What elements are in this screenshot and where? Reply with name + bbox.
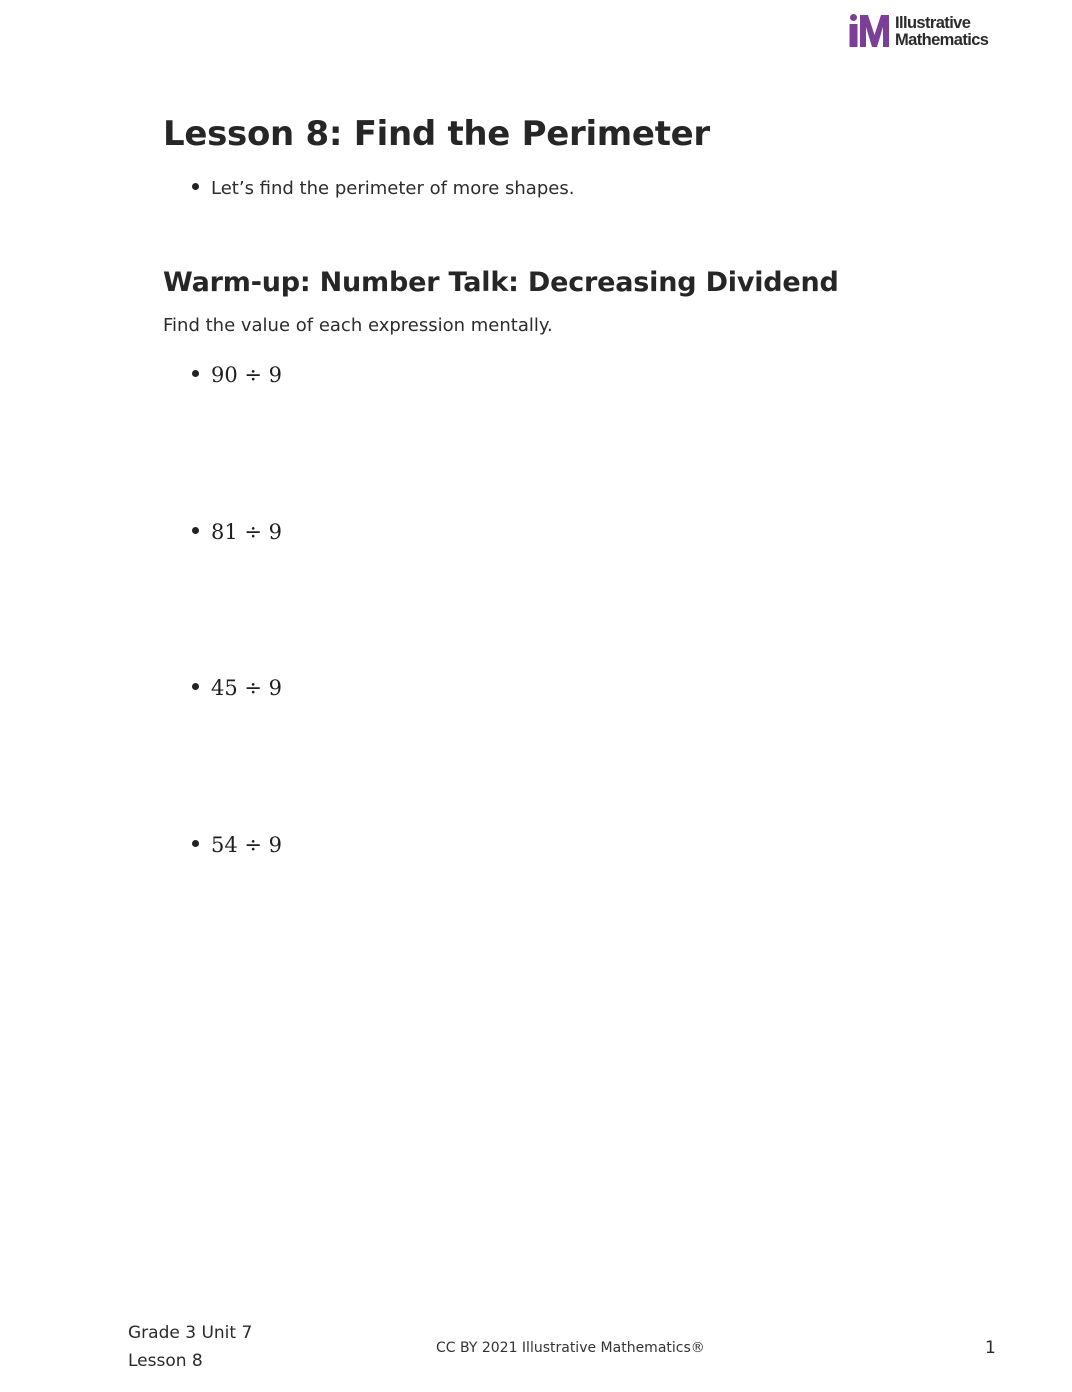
logo-line-2: Mathematics: [895, 31, 989, 49]
warmup-instructions: Find the value of each expression mentally.: [163, 315, 553, 336]
problem-expression: 81 ÷ 9: [211, 519, 283, 544]
im-logo-icon: [849, 14, 889, 48]
learning-goals: [192, 177, 574, 201]
problem-expression: 90 ÷ 9: [211, 363, 283, 387]
page-number: 1: [985, 1338, 996, 1358]
problem-item: [192, 674, 282, 831]
bullet-icon: [192, 370, 199, 377]
footer-course: Grade 3 Unit 7: [128, 1323, 253, 1343]
problem-item: [192, 518, 282, 675]
warmup-title: Warm-up: Number Talk: Decreasing Dividend: [163, 267, 839, 298]
logo-line-1: Illustrative: [895, 14, 971, 32]
lesson-title: Lesson 8: Find the Perimeter: [163, 114, 710, 154]
problem-item: [192, 831, 282, 988]
goal-item: [192, 177, 574, 201]
problem-list: [192, 361, 282, 987]
im-logo: [849, 14, 988, 49]
problem-expression: 54 ÷ 9: [211, 832, 283, 857]
goal-text: Let’s find the perimeter of more shapes.: [211, 178, 575, 199]
bullet-icon: [192, 527, 199, 534]
bullet-icon: [192, 183, 199, 190]
problem-item: [192, 361, 282, 518]
problem-expression: 45 ÷ 9: [211, 676, 283, 700]
im-logo-text: [895, 15, 988, 49]
bullet-icon: [192, 840, 199, 847]
footer-license: CC BY 2021 Illustrative Mathematics®: [436, 1340, 705, 1356]
footer-lesson: Lesson 8: [128, 1351, 203, 1371]
bullet-icon: [192, 683, 199, 690]
